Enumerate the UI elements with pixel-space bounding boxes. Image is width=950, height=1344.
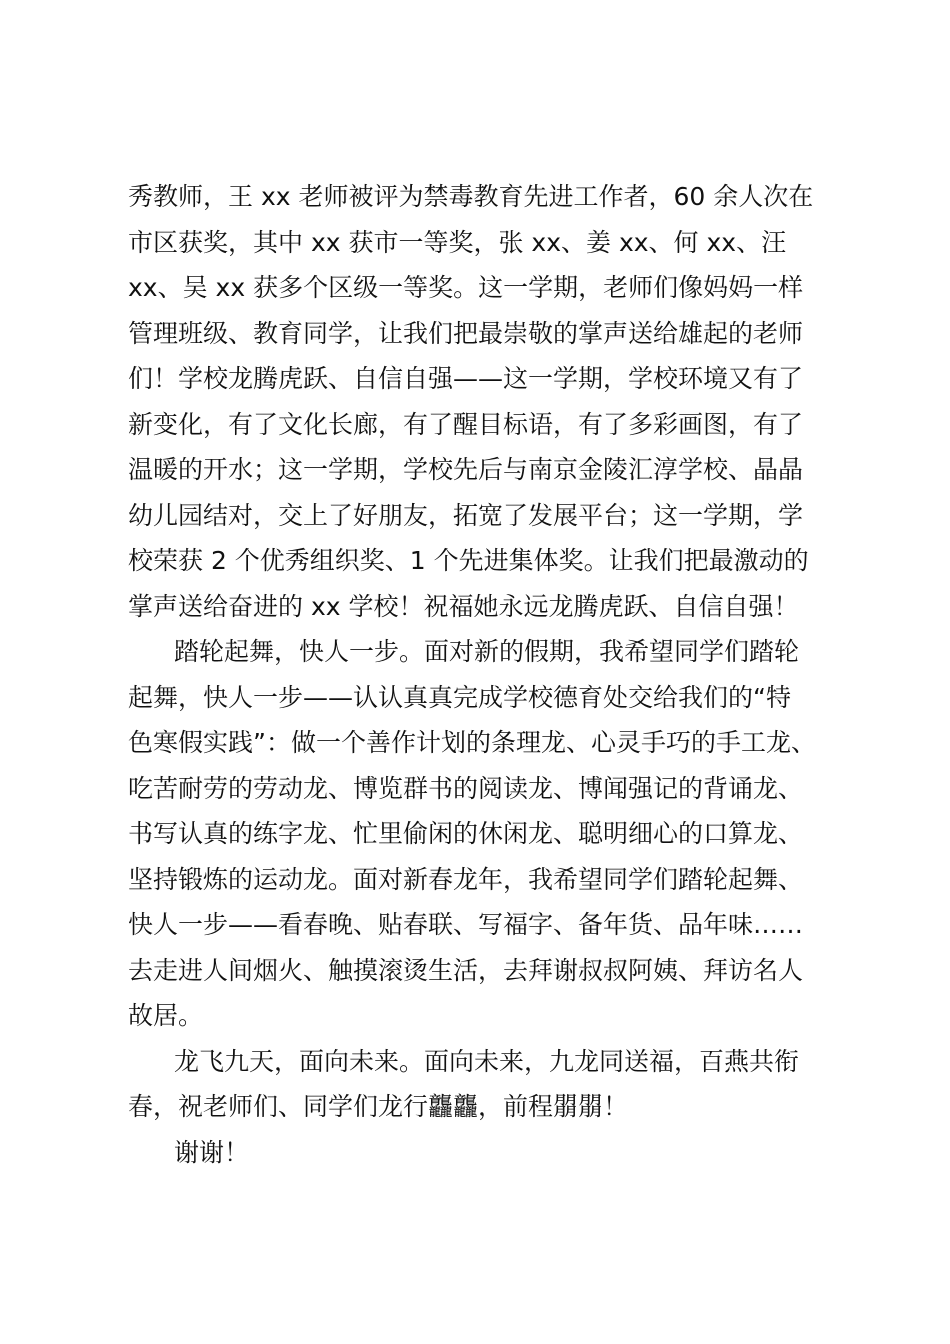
text-line: 秀教师，王 xx 老师被评为禁毒教育先进工作者，60 余人次在 bbox=[128, 182, 814, 211]
text-line: 快人一步——看春晚、贴春联、写福字、备年货、品年味…… bbox=[128, 910, 804, 939]
text-line: 色寒假实践”：做一个善作计划的条理龙、心灵手巧的手工龙、 bbox=[128, 728, 816, 757]
text-line: 起舞，快人一步——认认真真完成学校德育处交给我们的“特 bbox=[128, 682, 791, 712]
text-line: 故居。 bbox=[128, 1001, 204, 1030]
text-line: 幼儿园结对，交上了好朋友，拓宽了发展平台；这一学期，学 bbox=[128, 500, 804, 530]
thanks-paragraph bbox=[128, 1130, 840, 1176]
text-line: 书写认真的练字龙、忙里偷闲的休闲龙、聪明细心的口算龙、 bbox=[128, 819, 804, 848]
text-line: 市区获奖，其中 xx 获市一等奖，张 xx、姜 xx、何 xx、汪 bbox=[128, 227, 787, 257]
text-line: 龙飞九天，面向未来。面向未来，九龙同送福，百燕共衔 bbox=[174, 1046, 800, 1076]
text-line: 温暖的开水；这一学期，学校先后与南京金陵汇淳学校、晶晶 bbox=[128, 455, 804, 484]
text-line: 管理班级、教育同学，让我们把最崇敬的掌声送给雄起的老师 bbox=[128, 318, 804, 348]
text-line: 掌声送给奋进的 xx 学校！祝福她永远龙腾虎跃、自信自强！ bbox=[128, 591, 799, 621]
text-line: 们！学校龙腾虎跃、自信自强——这一学期，学校环境又有了 bbox=[128, 364, 804, 393]
text-line: 吃苦耐劳的劳动龙、博览群书的阅读龙、博闻强记的背诵龙、 bbox=[128, 773, 804, 803]
text-line: 新变化，有了文化长廊，有了醒目标语，有了多彩画图，有了 bbox=[128, 409, 804, 439]
holiday-paragraph bbox=[128, 629, 840, 1039]
text-line: 校荣获 2 个优秀组织奖、1 个先进集体奖。让我们把最激动的 bbox=[128, 546, 809, 575]
text-line: 坚持锻炼的运动龙。面对新春龙年，我希望同学们踏轮起舞、 bbox=[128, 864, 804, 894]
text-line: 踏轮起舞，快人一步。面对新的假期，我希望同学们踏轮 bbox=[174, 637, 800, 666]
continuation-paragraph bbox=[128, 174, 840, 629]
text-line: 去走进人间烟火、触摸滚烫生活，去拜谢叔叔阿姨、拜访名人 bbox=[128, 955, 804, 985]
blessing-paragraph bbox=[128, 1039, 840, 1130]
text-line: 春，祝老师们、同学们龙行龘龘，前程朤朤！ bbox=[128, 1092, 629, 1121]
text-line: 谢谢！ bbox=[174, 1137, 250, 1167]
text-line: xx、吴 xx 获多个区级一等奖。这一学期，老师们像妈妈一样 bbox=[128, 273, 804, 302]
document-body bbox=[128, 174, 840, 1175]
